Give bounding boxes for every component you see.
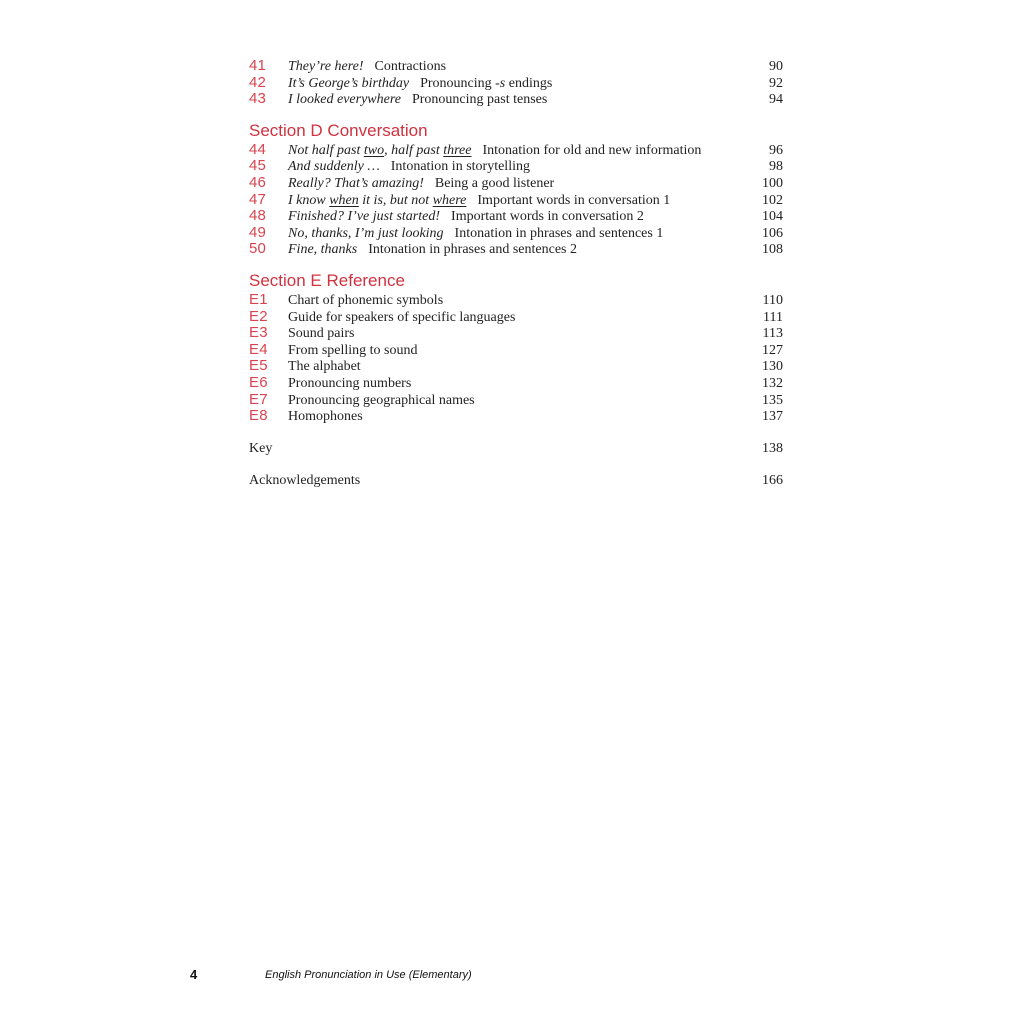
unit-number: 44 bbox=[249, 140, 267, 158]
unit-number: E8 bbox=[249, 407, 268, 425]
unit-title: They’re here! bbox=[288, 59, 364, 74]
toc-row-unit-50[interactable] bbox=[249, 241, 783, 258]
footer-page-number: 4 bbox=[190, 967, 198, 982]
page-number: 106 bbox=[762, 225, 783, 241]
unit-topic: Intonation for old and new information bbox=[482, 142, 702, 158]
title-underlined: two bbox=[363, 142, 385, 158]
unit-label: Pronouncing numbers bbox=[288, 375, 412, 391]
title-underlined: when bbox=[329, 192, 359, 208]
toc-row-e6[interactable] bbox=[249, 375, 783, 392]
unit-title: No, thanks, I’m just looking bbox=[288, 225, 444, 241]
toc-row-e7[interactable] bbox=[249, 392, 783, 409]
unit-number: E1 bbox=[249, 290, 268, 308]
unit-title: Really? That’s amazing! bbox=[288, 175, 424, 191]
toc-row-e3[interactable] bbox=[249, 325, 783, 342]
key-label: Key bbox=[249, 440, 273, 456]
toc-row-key[interactable] bbox=[249, 441, 783, 458]
footer-book-title: English Pronunciation in Use (Elementary) bbox=[265, 969, 472, 981]
unit-number: 42 bbox=[249, 73, 267, 91]
title-underlined: three bbox=[443, 142, 472, 158]
toc-row-unit-46[interactable] bbox=[249, 175, 783, 192]
unit-number: E3 bbox=[249, 324, 268, 342]
unit-label: Homophones bbox=[288, 409, 363, 425]
unit-label: Sound pairs bbox=[288, 326, 355, 342]
unit-number: E5 bbox=[249, 357, 268, 375]
unit-label: Pronouncing geographical names bbox=[288, 392, 475, 408]
unit-topic: Intonation in phrases and sentences 1 bbox=[454, 225, 664, 241]
unit-title: I looked everywhere bbox=[288, 92, 401, 108]
title-part: , half past bbox=[384, 142, 444, 158]
toc-row-e4[interactable] bbox=[249, 342, 783, 359]
page-number: 138 bbox=[762, 440, 783, 456]
unit-title bbox=[288, 143, 471, 158]
unit-description bbox=[288, 159, 733, 176]
unit-title: It’s George’s birthday bbox=[288, 75, 410, 91]
title-underlined: where bbox=[432, 192, 467, 208]
toc-row-e8[interactable] bbox=[249, 408, 783, 425]
page-number: 90 bbox=[769, 59, 783, 74]
unit-topic-suffix: endings bbox=[505, 75, 553, 91]
unit-label: From spelling to sound bbox=[288, 342, 418, 358]
page-number: 130 bbox=[762, 359, 783, 375]
unit-description bbox=[288, 92, 733, 109]
unit-description bbox=[288, 176, 733, 193]
unit-number: E4 bbox=[249, 340, 268, 358]
page-number: 100 bbox=[762, 175, 783, 191]
page-number: 135 bbox=[762, 392, 783, 408]
toc-row-e5[interactable] bbox=[249, 358, 783, 375]
title-part: it is, but not bbox=[358, 192, 433, 208]
toc-row-unit-48[interactable] bbox=[249, 208, 783, 225]
toc-row-acknowledgements[interactable] bbox=[249, 473, 783, 490]
unit-description bbox=[288, 226, 733, 243]
toc-row-unit-42[interactable] bbox=[249, 75, 783, 92]
unit-topic: Pronouncing past tenses bbox=[411, 92, 548, 108]
unit-number: E6 bbox=[249, 373, 268, 391]
unit-description bbox=[288, 209, 733, 226]
unit-label: The alphabet bbox=[288, 359, 361, 375]
unit-description bbox=[288, 193, 733, 210]
unit-label: Chart of phonemic symbols bbox=[288, 292, 444, 308]
page-number: 98 bbox=[769, 159, 783, 175]
unit-number: E2 bbox=[249, 307, 268, 325]
unit-number: 50 bbox=[249, 240, 267, 258]
unit-number: 45 bbox=[249, 157, 267, 175]
section-e-heading: Section E Reference bbox=[249, 270, 405, 290]
unit-number: 47 bbox=[249, 190, 267, 208]
page-number: 96 bbox=[769, 142, 783, 158]
page-number: 113 bbox=[762, 326, 783, 342]
toc-row-unit-41[interactable] bbox=[249, 58, 783, 75]
acknowledgements-label: Acknowledgements bbox=[249, 473, 361, 489]
unit-title: And suddenly … bbox=[288, 159, 380, 175]
unit-topic: Important words in conversation 1 bbox=[477, 192, 671, 208]
unit-topic-prefix: Pronouncing bbox=[420, 75, 496, 91]
page-number: 102 bbox=[762, 192, 783, 208]
unit-topic: Contractions bbox=[374, 59, 447, 74]
unit-number: 43 bbox=[249, 90, 267, 108]
page-number: 92 bbox=[769, 75, 783, 91]
unit-number: E7 bbox=[249, 390, 268, 408]
unit-description bbox=[288, 242, 733, 259]
toc-row-unit-45[interactable] bbox=[249, 158, 783, 175]
page-number: 137 bbox=[762, 409, 783, 425]
table-of-contents bbox=[249, 58, 783, 490]
unit-number: 46 bbox=[249, 173, 267, 191]
unit-number: 49 bbox=[249, 223, 267, 241]
page-number: 94 bbox=[769, 92, 783, 108]
unit-title: Finished? I’ve just started! bbox=[288, 209, 441, 225]
unit-description bbox=[288, 143, 733, 160]
unit-topic: Intonation in phrases and sentences 2 bbox=[368, 242, 577, 258]
unit-topic: Being a good listener bbox=[434, 175, 555, 191]
toc-row-unit-44[interactable] bbox=[249, 142, 783, 159]
unit-number: 41 bbox=[249, 57, 267, 74]
unit-description bbox=[288, 76, 733, 93]
unit-title: Fine, thanks bbox=[288, 242, 358, 258]
unit-topic: Important words in conversation 2 bbox=[451, 209, 644, 225]
title-part: I know bbox=[288, 192, 330, 208]
title-part: Not half past bbox=[288, 142, 364, 158]
page-number: 111 bbox=[763, 309, 783, 325]
toc-row-unit-49[interactable] bbox=[249, 225, 783, 242]
page-number: 108 bbox=[762, 242, 783, 258]
toc-row-e1[interactable] bbox=[249, 292, 783, 309]
unit-number: 48 bbox=[249, 207, 267, 225]
toc-row-unit-47[interactable] bbox=[249, 192, 783, 209]
page-number: 110 bbox=[762, 292, 783, 308]
toc-row-e2[interactable] bbox=[249, 309, 783, 326]
unit-description bbox=[288, 59, 733, 76]
section-d-heading: Section D Conversation bbox=[249, 120, 428, 140]
unit-label: Guide for speakers of specific languages bbox=[288, 309, 516, 325]
unit-title bbox=[288, 193, 466, 208]
page-number: 127 bbox=[762, 342, 783, 358]
unit-topic-italic: -s bbox=[495, 75, 506, 91]
toc-row-unit-43[interactable] bbox=[249, 91, 783, 108]
page-number: 166 bbox=[762, 473, 783, 489]
page-number: 132 bbox=[762, 375, 783, 391]
unit-topic: Intonation in storytelling bbox=[390, 159, 530, 175]
page-number: 104 bbox=[762, 209, 783, 225]
